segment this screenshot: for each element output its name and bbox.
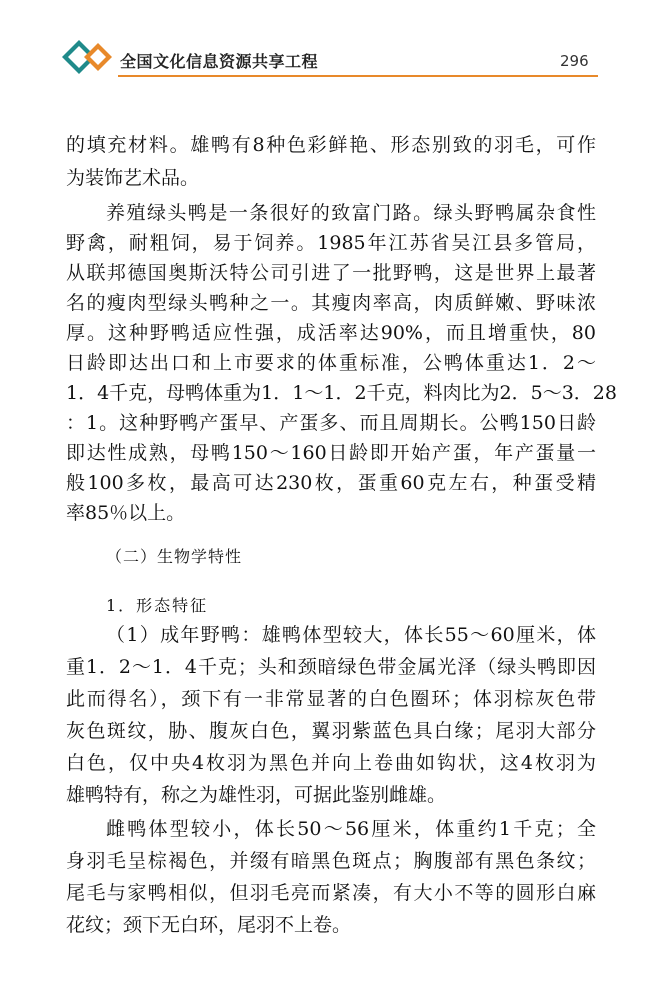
- body-text-line: 率85％以上。: [66, 502, 186, 524]
- body-text-line: 日龄即达出口和上市要求的体重标准，公鸭体重达1．2～: [66, 352, 596, 374]
- body-text-line: 身羽毛呈棕褐色，并缀有暗黑色斑点；胸腹部有黑色条纹；: [66, 850, 596, 872]
- header-title: 全国文化信息资源共享工程: [120, 52, 319, 71]
- section-heading: （二）生物学特性: [106, 547, 243, 566]
- body-text-line: 重1．2～1．4千克；头和颈暗绿色带金属光泽（绿头鸭即因: [66, 656, 596, 678]
- body-text-line: 从联邦德国奥斯沃特公司引进了一批野鸭，这是世界上最著: [66, 262, 596, 284]
- body-text-line: 1．4千克，母鸭体重为1．1～1．2千克，料肉比为2．5～3．28: [66, 382, 617, 404]
- sub-heading: 1．形态特征: [106, 596, 209, 615]
- body-text-line: 养殖绿头鸭是一条很好的致富门路。绿头野鸭属杂食性: [106, 202, 596, 224]
- body-text-line: ：1。这种野鸭产蛋早、产蛋多、而且周期长。公鸭150日龄: [66, 412, 596, 434]
- project-logo-icon: [62, 40, 122, 74]
- body-text-line: 花纹；颈下无白环，尾羽不上卷。: [66, 914, 352, 936]
- body-text-line: （1）成年野鸭：雄鸭体型较大，体长55～60厘米，体: [106, 624, 596, 646]
- body-text-line: 灰色斑纹，胁、腹灰白色，翼羽紫蓝色具白缘；尾羽大部分: [66, 720, 596, 742]
- header-divider: [118, 75, 598, 77]
- body-text-line: 般100多枚，最高可达230枚，蛋重60克左右，种蛋受精: [66, 472, 596, 494]
- body-text-line: 厚。这种野鸭适应性强，成活率达90%，而且增重快，80: [66, 322, 596, 344]
- body-text-line: 此而得名），颈下有一非常显著的白色圈环；体羽棕灰色带: [66, 688, 596, 710]
- page-header: [0, 0, 646, 80]
- body-text-line: 尾毛与家鸭相似，但羽毛亮而紧凑，有大小不等的圆形白麻: [66, 882, 596, 904]
- body-text-line: 即达性成熟，母鸭150～160日龄即开始产蛋，年产蛋量一: [66, 442, 596, 464]
- page-number: 296: [560, 52, 589, 70]
- body-text-line: 雌鸭体型较小，体长50～56厘米，体重约1千克；全: [106, 818, 596, 840]
- body-text-line: 的填充材料。雄鸭有8种色彩鲜艳、形态别致的羽毛，可作: [66, 134, 596, 156]
- body-text-line: 野禽，耐粗饲，易于饲养。1985年江苏省吴江县多管局，: [66, 232, 596, 254]
- body-text-line: 为装饰艺术品。: [66, 167, 200, 189]
- body-text-line: 名的瘦肉型绿头鸭种之一。其瘦肉率高，肉质鲜嫩、野味浓: [66, 292, 596, 314]
- body-text-line: 雄鸭特有，称之为雄性羽，可据此鉴别雌雄。: [66, 784, 447, 806]
- body-text-line: 白色，仅中央4枚羽为黑色并向上卷曲如钩状，这4枚羽为: [66, 752, 596, 774]
